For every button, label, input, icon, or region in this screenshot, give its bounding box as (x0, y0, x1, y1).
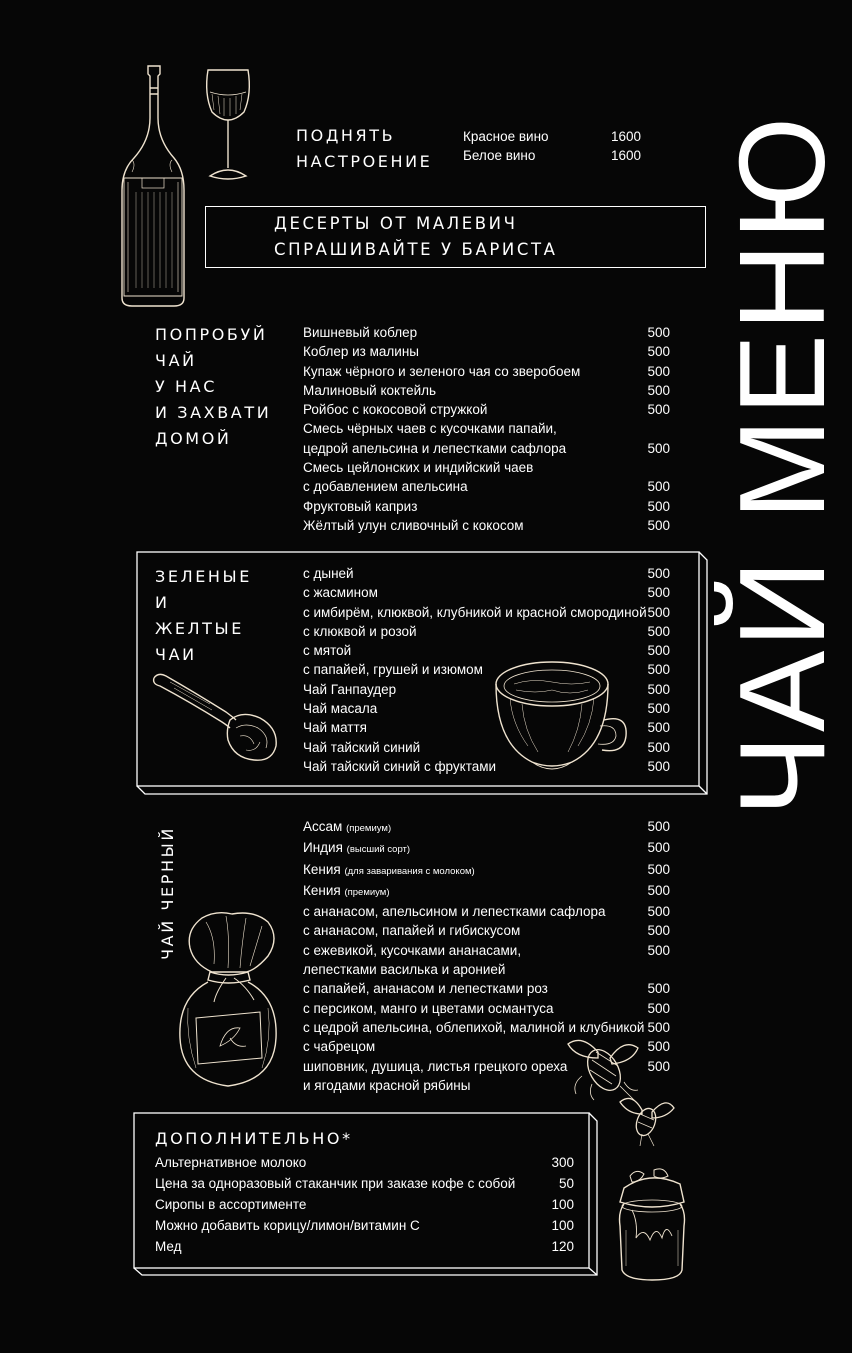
list-item (303, 342, 670, 361)
item-price: 1600 (610, 148, 641, 164)
list-item (303, 960, 670, 979)
item-name: Мед (155, 1238, 182, 1254)
item-price: 500 (647, 344, 670, 360)
item-price: 500 (647, 498, 670, 514)
mood-heading (296, 123, 432, 175)
list-item (303, 477, 670, 496)
item-name: с мятой (303, 643, 352, 659)
item-price: 500 (647, 643, 670, 659)
item-price: 500 (647, 479, 670, 495)
item-name: Фруктовый каприз (303, 498, 418, 514)
heading-line: ЖЕЛТЫЕ (155, 619, 244, 638)
item-price: 500 (647, 1000, 670, 1016)
item-name: Чай Ганпаудер (303, 681, 397, 697)
item-price: 500 (647, 720, 670, 736)
item-name: Альтернативное молоко (155, 1155, 307, 1170)
green-tea-heading (155, 564, 252, 668)
item-name: с ежевикой, кусочками ананасами, (303, 942, 522, 958)
item-price: 500 (647, 1019, 670, 1035)
list-item (303, 564, 670, 583)
item-name: Жёлтый улун сливочный с кокосом (303, 517, 524, 533)
item-name: Сиропы в ассортименте (155, 1196, 307, 1212)
desserts-line: СПРАШИВАЙТЕ У БАРИСТА (274, 240, 558, 259)
item-price: 500 (647, 701, 670, 717)
item-price: 500 (647, 861, 670, 877)
list-item (303, 622, 670, 641)
item-name: Чай тайский синий с фруктами (303, 758, 497, 774)
item-price: 50 (558, 1175, 574, 1191)
list-item (303, 603, 670, 622)
item-name: с папайей, ананасом и лепестками роз (303, 981, 548, 997)
list-item (303, 362, 670, 381)
item-name: Купаж чёрного и зеленого чая со зверобоем (303, 363, 581, 379)
mood-heading-line: НАСТРОЕНИЕ (296, 152, 433, 171)
item-price: 500 (647, 517, 670, 533)
item-note: (премиум) (344, 886, 390, 898)
list-item (155, 1195, 574, 1214)
list-item (303, 817, 670, 838)
item-name: Коблер из малины (303, 344, 419, 360)
item-name: Кения (303, 861, 341, 877)
wine-bottle-glass-illustration (112, 60, 257, 310)
list-item (155, 1237, 574, 1256)
item-price: 100 (551, 1196, 574, 1212)
item-price: 500 (647, 681, 670, 697)
item-name: Цена за одноразовый стаканчик при заказе кофе с собой (155, 1175, 516, 1191)
item-price: 500 (647, 623, 670, 639)
item-name: Чай тайский синий (303, 739, 421, 755)
item-name: и ягодами красной рябины (303, 1077, 471, 1093)
item-name: шиповник, душица, листья грецкого ореха (303, 1058, 568, 1074)
menu-title (712, 100, 852, 830)
item-price: 1600 (610, 129, 641, 144)
mood-list (463, 127, 641, 166)
item-name: с ананасом, апельсином и лепестками сафлора (303, 904, 606, 920)
item-price: 500 (647, 758, 670, 774)
item-name: с цедрой апельсина, облепихой, малиной и клубникой (303, 1019, 645, 1035)
item-note: (для заваривания с молоком) (344, 865, 475, 877)
list-item (303, 979, 670, 998)
tea-pouch-illustration (176, 908, 282, 1092)
item-name: Чай маття (303, 720, 367, 736)
heading-line: ЧАИ (155, 645, 197, 664)
list-item (463, 146, 641, 165)
heading-line: И ЗАХВАТИ (155, 403, 272, 422)
item-name: Можно добавить корицу/лимон/витамин С (155, 1217, 420, 1233)
item-name: с ананасом, папайей и гибискусом (303, 923, 521, 939)
item-note: (высший сорт) (346, 844, 411, 856)
list-item (303, 323, 670, 342)
item-name: с дыней (303, 566, 354, 581)
list-item (303, 583, 670, 602)
item-price: 500 (647, 882, 670, 898)
item-name: Смесь чёрных чаев с кусочками папайи, (303, 421, 557, 437)
list-item (303, 921, 670, 940)
heading-line: ПОПРОБУЙ (155, 325, 268, 344)
item-price: 100 (551, 1217, 574, 1233)
item-price: 500 (647, 942, 670, 958)
list-item (303, 419, 670, 438)
item-price: 500 (647, 1039, 670, 1055)
spoon-illustration (150, 670, 282, 766)
heading-line: У НАС (155, 377, 217, 396)
item-name: с персиком, манго и цветами османтуса (303, 1000, 554, 1016)
list-item (303, 516, 670, 535)
item-price: 500 (647, 382, 670, 398)
item-name: с имбирём, клюквой, клубникой и красной смородиной (303, 604, 647, 620)
item-price: 500 (647, 325, 670, 340)
list-item (303, 400, 670, 419)
item-price: 500 (647, 585, 670, 601)
mood-heading-line: ПОДНЯТЬ (296, 126, 396, 145)
item-price: 500 (647, 819, 670, 834)
item-price: 500 (647, 840, 670, 856)
heading-line: ЗЕЛЕНЫЕ (155, 567, 252, 586)
item-name: Чай масала (303, 701, 378, 717)
honey-jar-illustration (610, 1166, 694, 1284)
item-price: 500 (647, 402, 670, 418)
item-price: 500 (647, 604, 670, 620)
item-price: 500 (647, 981, 670, 997)
extras-heading: ДОПОЛНИТЕЛЬНО* (155, 1129, 353, 1148)
item-name: Ассам (303, 819, 343, 834)
heading-line: И (155, 593, 170, 612)
item-note: (премиум) (346, 823, 392, 834)
item-name: Вишневый коблер (303, 325, 418, 340)
list-item (303, 999, 670, 1018)
list-item (303, 860, 670, 881)
item-price: 500 (647, 566, 670, 581)
item-name: с клюквой и розой (303, 623, 417, 639)
try-tea-list (303, 323, 670, 535)
list-item (303, 439, 670, 458)
item-price: 500 (647, 1058, 670, 1074)
extras-list (155, 1153, 574, 1256)
item-name: Смесь цейлонских и индийский чаев (303, 460, 534, 476)
item-price: 500 (647, 923, 670, 939)
item-name: с добавлением апельсина (303, 479, 468, 495)
menu-title-text: ЧАЙ МЕНЮ (714, 113, 850, 817)
list-item (303, 881, 670, 902)
heading-line: ЧАЙ (155, 351, 197, 370)
desserts-line: ДЕСЕРТЫ ОТ МАЛЕВИЧ (274, 214, 518, 233)
item-price: 500 (647, 662, 670, 678)
desserts-banner (205, 206, 706, 268)
item-price: 500 (647, 739, 670, 755)
item-price: 120 (551, 1238, 574, 1254)
item-name: Красное вино (463, 129, 549, 144)
item-name: цедрой апельсина и лепестками сафлора (303, 440, 567, 456)
list-item (303, 941, 670, 960)
black-tea-heading: ЧАЙ ЧЕРНЫЙ (158, 826, 177, 960)
item-price: 500 (647, 440, 670, 456)
list-item (303, 902, 670, 921)
list-item (303, 497, 670, 516)
tea-cup-illustration (492, 654, 632, 776)
item-name: Индия (303, 840, 343, 856)
item-name: с чабрецом (303, 1039, 376, 1055)
list-item (155, 1153, 574, 1172)
item-name: лепестками василька и аронией (303, 962, 506, 978)
item-name: Ройбос с кокосовой стружкой (303, 402, 488, 418)
heading-line: ДОМОЙ (155, 429, 232, 448)
item-name: с жасмином (303, 585, 378, 601)
list-item (303, 381, 670, 400)
item-name: с папайей, грушей и изюмом (303, 662, 483, 678)
list-item (155, 1216, 574, 1235)
item-price: 500 (647, 904, 670, 920)
item-price: 300 (551, 1155, 574, 1170)
list-item (303, 458, 670, 477)
item-name: Белое вино (463, 148, 536, 164)
list-item (463, 127, 641, 146)
list-item (303, 838, 670, 859)
try-tea-heading (155, 322, 271, 452)
list-item (155, 1174, 574, 1193)
item-name: Кения (303, 882, 341, 898)
item-name: Малиновый коктейль (303, 382, 437, 398)
item-price: 500 (647, 363, 670, 379)
